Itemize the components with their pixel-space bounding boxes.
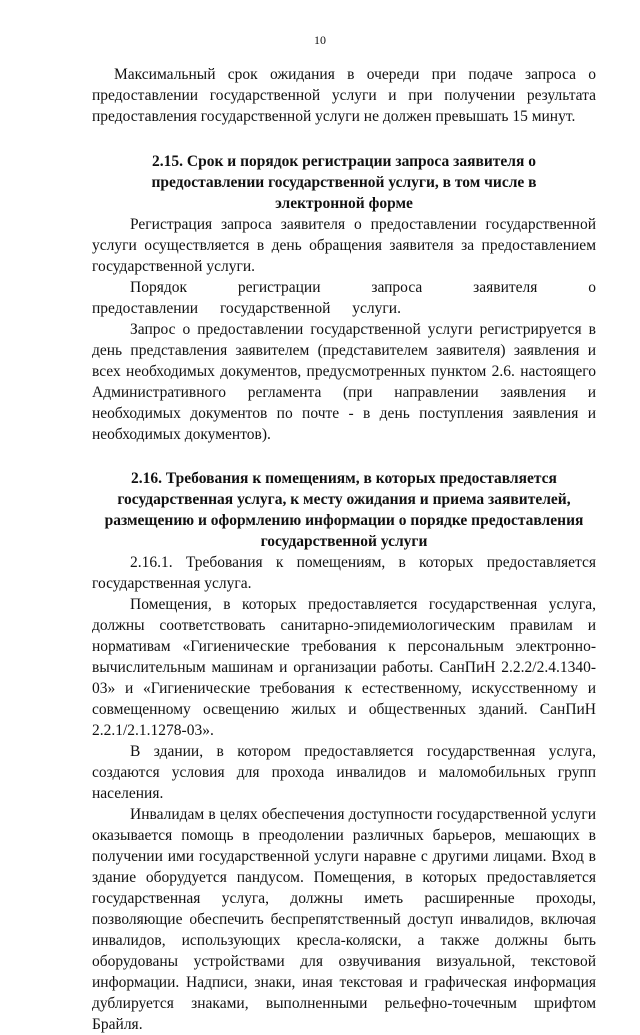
section-spacer bbox=[92, 445, 596, 468]
section-spacer bbox=[92, 127, 596, 151]
section-2-16-paragraph: Помещения, в которых предоставляется государственная услуга, должны соответствовать санитарно-эпидемиологическим правилам и нормативам «Гигиенические требования к персональным электронно-вычислительным машинам и организации работы. СанПиН 2.2.2/2.4.1340-03» и «Гигиенические требования к естественному, искусственному и совмещенному освещению жилых и общественных зданий. СанПиН 2.2.1/2.1.1278-03». bbox=[92, 596, 596, 739]
section-2-16-paragraph: 2.16.1. Требования к помещениям, в которых предоставляется государственная услуга. bbox=[92, 554, 596, 592]
page-number: 10 bbox=[314, 33, 326, 47]
intro-paragraph: Максимальный срок ожидания в очереди при подаче запроса о предоставлении государственной услуги и при получении результата предоставления государственной услуги не должен превышать 15 минут. bbox=[92, 66, 596, 125]
document-body bbox=[92, 64, 596, 1035]
section-2-15-title: 2.15. Срок и порядок регистрации запроса заявителя о предоставлении государственной услуги, в том числе в электронной форме bbox=[151, 153, 537, 212]
section-2-15-paragraph: Регистрация запроса заявителя о предоставлении государственной услуги осуществляется в день обращения заявителя за предоставлением государственной услуги. bbox=[92, 216, 596, 275]
section-2-15-paragraph: Запрос о предоставлении государственной услуги регистрируется в день представления заявителем (представителем заявителя) заявления и всех необходимых документов, предусмотренных пунктом 2.6. настоящего Административного регламента (при направлении заявления и необходимых документов по почте - в день поступления заявления и необходимых документов). bbox=[92, 321, 596, 443]
section-2-15-paragraph: Порядок регистрации запроса заявителя о предоставлении государственной услуги. bbox=[92, 279, 596, 317]
section-2-16-title: 2.16. Требования к помещениям, в которых предоставляется государственная услуга, к месту ожидания и приема заявителей, размещению и оформлению информации о порядке предоставления государственной услуги bbox=[104, 470, 584, 550]
section-2-16-paragraph: Инвалидам в целях обеспечения доступности государственной услуги оказывается помощь в преодолении различных барьеров, мешающих в получении ими государственной услуги наравне с другими лицами. Вход в здание оборудуется пандусом. Помещения, в которых предоставляется государственная услуга, должны иметь расширенные проходы, позволяющие обеспечить беспрепятственный доступ инвалидов, включая инвалидов, использующих кресла-коляски, а также должны быть оборудованы устройствами для озвучивания визуальной, текстовой информации. Надписи, знаки, иная текстовая и графическая информация дублируется знаками, выполненными рельефно-точечным шрифтом Брайля. bbox=[92, 806, 596, 1033]
section-2-16-paragraph: В здании, в котором предоставляется государственная услуга, создаются условия для прохода инвалидов и маломобильных групп населения. bbox=[92, 743, 596, 802]
